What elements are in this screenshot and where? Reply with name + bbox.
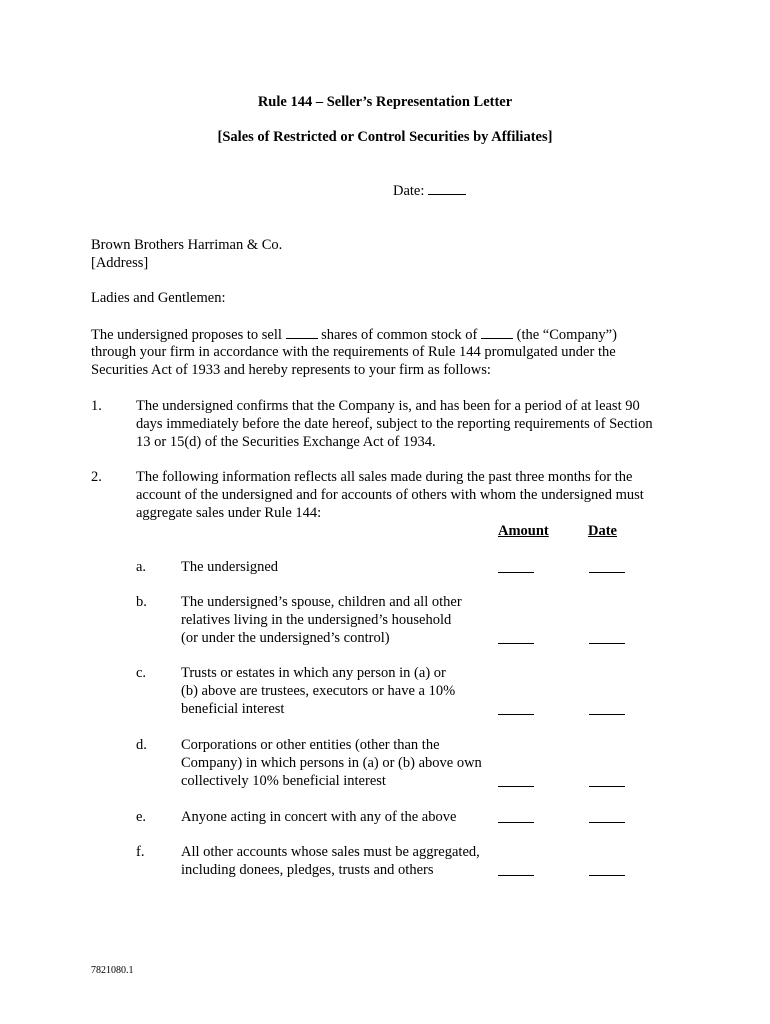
item-b-amount-blank (498, 643, 534, 644)
para1-line: The undersigned confirms that the Company is, and has been for a period of at least 90 (136, 398, 640, 414)
para1-line: days immediately before the date hereof, subject to the reporting requirements of Section (136, 416, 653, 432)
item-c-date-blank (589, 714, 625, 715)
intro-text-a: The undersigned proposes to sell (91, 327, 282, 343)
item-d-date-blank (589, 786, 625, 787)
salutation: Ladies and Gentlemen: (91, 290, 226, 306)
item-line: The undersigned (181, 559, 279, 575)
para2-line: aggregate sales under Rule 144: (136, 505, 322, 521)
company-blank (481, 325, 513, 339)
para2-line: The following information reflects all sales made during the past three months for the (136, 469, 633, 485)
item-line: including donees, pledges, trusts and others (181, 862, 434, 878)
item-line: Trusts or estates in which any person in (a) or (181, 665, 446, 681)
item-line: All other accounts whose sales must be aggregated, (181, 844, 480, 860)
para1-line: 13 or 15(d) of the Securities Exchange Act of 1934. (136, 434, 436, 450)
shares-blank (286, 325, 318, 339)
item-line: (b) above are trustees, executors or have a 10% (181, 683, 456, 699)
date-blank (428, 181, 466, 195)
item-b-date-blank (589, 643, 625, 644)
intro-text-b: shares of common stock of (321, 327, 478, 343)
intro-line-2: through your firm in accordance with the requirements of Rule 144 promulgated under the (91, 344, 616, 360)
item-letter: f. (136, 844, 145, 860)
item-letter: c. (136, 665, 147, 681)
para2-number: 2. (91, 469, 102, 485)
item-d-amount-blank (498, 786, 534, 787)
item-e-date-blank (589, 822, 625, 823)
item-a-date-blank (589, 572, 625, 573)
item-letter: a. (136, 559, 147, 575)
item-c-amount-blank (498, 714, 534, 715)
para2-line: account of the undersigned and for accounts of others with whom the undersigned must (136, 487, 644, 503)
item-line: collectively 10% beneficial interest (181, 773, 386, 789)
item-line: (or under the undersigned’s control) (181, 630, 390, 646)
date-column-header: Date (588, 523, 617, 539)
item-line: relatives living in the undersigned’s household (181, 612, 452, 628)
date-label: Date: (393, 183, 425, 199)
document-subtitle: [Sales of Restricted or Control Securities by Affiliates] (217, 129, 553, 145)
item-f-amount-blank (498, 875, 534, 876)
date-line (393, 181, 466, 200)
item-line: The undersigned’s spouse, children and all other (181, 594, 462, 610)
addressee-address: [Address] (91, 255, 149, 271)
addressee-name: Brown Brothers Harriman & Co. (91, 237, 283, 253)
document-code: 7821080.1 (91, 965, 134, 976)
para1-number: 1. (91, 398, 102, 414)
item-e-amount-blank (498, 822, 534, 823)
intro-line-3: Securities Act of 1933 and hereby represents to your firm as follows: (91, 362, 491, 378)
item-line: beneficial interest (181, 701, 285, 717)
item-letter: b. (136, 594, 147, 610)
item-line: Anyone acting in concert with any of the above (181, 809, 457, 825)
intro-text-c: (the “Company”) (516, 327, 617, 343)
item-letter: d. (136, 737, 147, 753)
item-f-date-blank (589, 875, 625, 876)
item-a-amount-blank (498, 572, 534, 573)
intro-line-1 (91, 325, 617, 344)
item-letter: e. (136, 809, 147, 825)
item-line: Corporations or other entities (other than the (181, 737, 440, 753)
amount-column-header: Amount (498, 523, 549, 539)
item-line: Company) in which persons in (a) or (b) above own (181, 755, 482, 771)
document-title: Rule 144 – Seller’s Representation Letter (257, 94, 513, 110)
